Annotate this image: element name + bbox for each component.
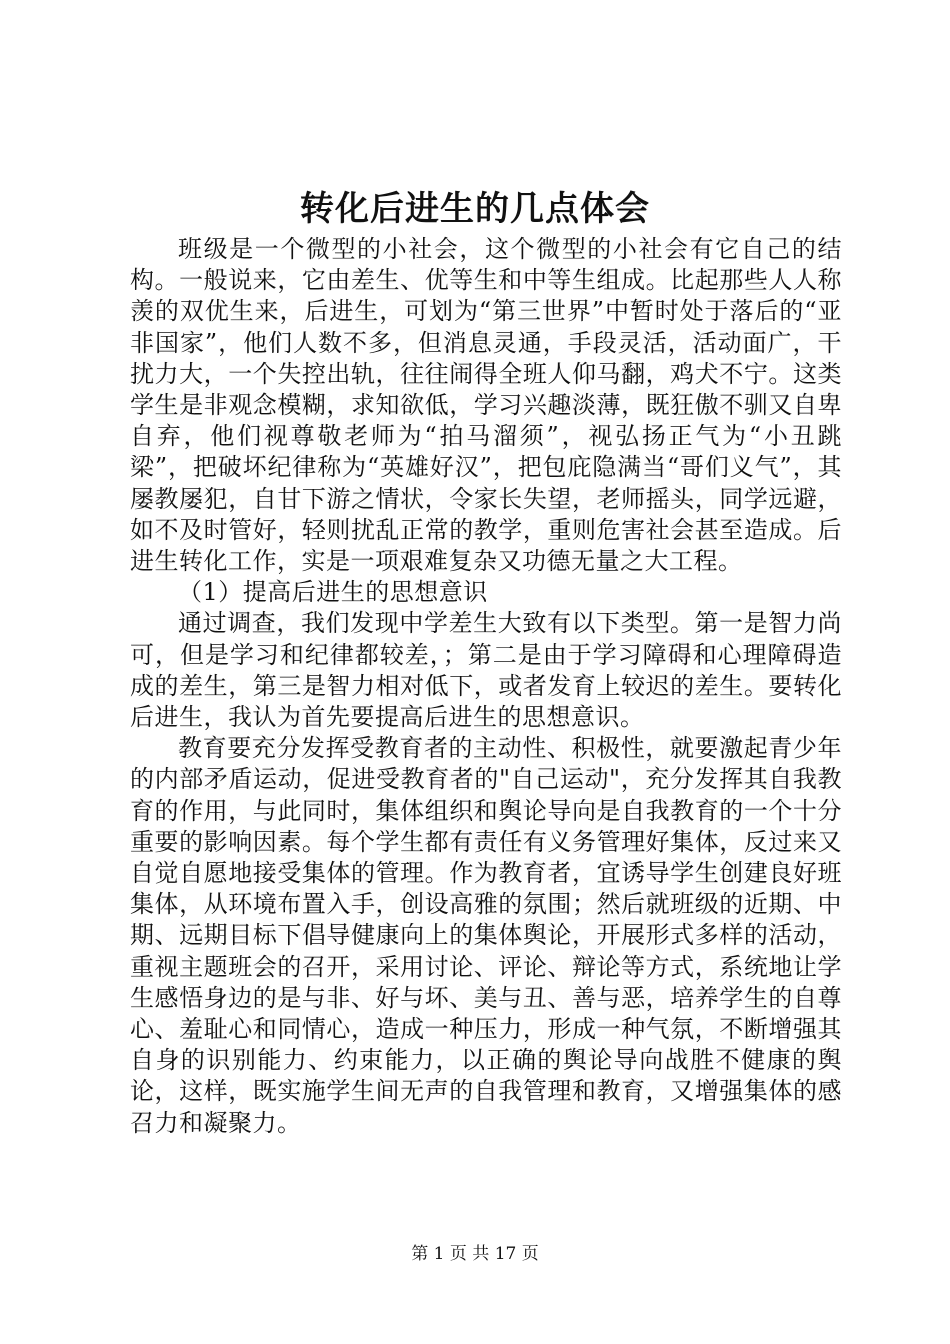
paragraph-education: 教育要充分发挥受教育者的主动性、积极性，就要激起青少年的内部矛盾运动，促进受教育者的"自己运动"，充分发挥其自我教育的作用，与此同时，集体组织和舆论导向是自我教育的一个十分重要的影响因素。每个学生都有责任有义务管理好集体，反过来又自觉自愿地接受集体的管理。作为教育者，宜诱导学生创建良好班集体，从环境布置入手，创设高雅的氛围；然后就班级的近期、中期、远期目标下倡导健康向上的集体舆论，开展形式多样的活动，重视主题班会的召开，采用讨论、评论、辩论等方式，系统地让学生感悟身边的是与非、好与坏、美与丑、善与恶，培养学生的自尊心、羞耻心和同情心，造成一种压力，形成一种气氛，不断增强其自身的识别能力、约束能力，以正确的舆论导向战胜不健康的舆论，这样，既实施学生间无声的自我管理和教育，又增强集体的感召力和凝聚力。	[130, 734, 842, 1137]
paragraph-intro: 班级是一个微型的小社会，这个微型的小社会有它自己的结构。一般说来，它由差生、优等生和中等生组成。比起那些人人称羡的双优生来，后进生，可划为“第三世界”中暂时处于落后的“亚非国家”，他们人数不多，但消息灵通，手段灵活，活动面广，干扰力大，一个失控出轨，往往闹得全班人仰马翻，鸡犬不宁。这类学生是非观念模糊，求知欲低，学习兴趣淡薄，既狂傲不驯又自卑自弃，他们视尊敬老师为“拍马溜须”，视弘扬正气为“小丑跳梁”，把破坏纪律称为“英雄好汉”，把包庇隐满当“哥们义气”，其屡教屡犯，自甘下游之情状，令家长失望，老师摇头，同学远避，如不及时管好，轻则扰乱正常的教学，重则危害社会甚至造成。后进生转化工作，实是一项艰难复杂又功德无量之大工程。	[130, 235, 842, 576]
page-title: 转化后进生的几点体会	[300, 189, 650, 229]
document-body	[130, 234, 842, 1139]
paragraph-survey: 通过调查，我们发现中学差生大致有以下类型。第一是智力尚可，但是学习和纪律都较差，；第二是由于学习障碍和心理障碍造成的差生，第三是智力相对低下，或者发育上较迟的差生。要转化后进生，我认为首先要提高后进生的思想意识。	[130, 609, 842, 732]
page-footer: 第 1 页 共 17 页	[411, 1244, 539, 1264]
section-heading: （1）提高后进生的思想意识	[178, 578, 488, 607]
